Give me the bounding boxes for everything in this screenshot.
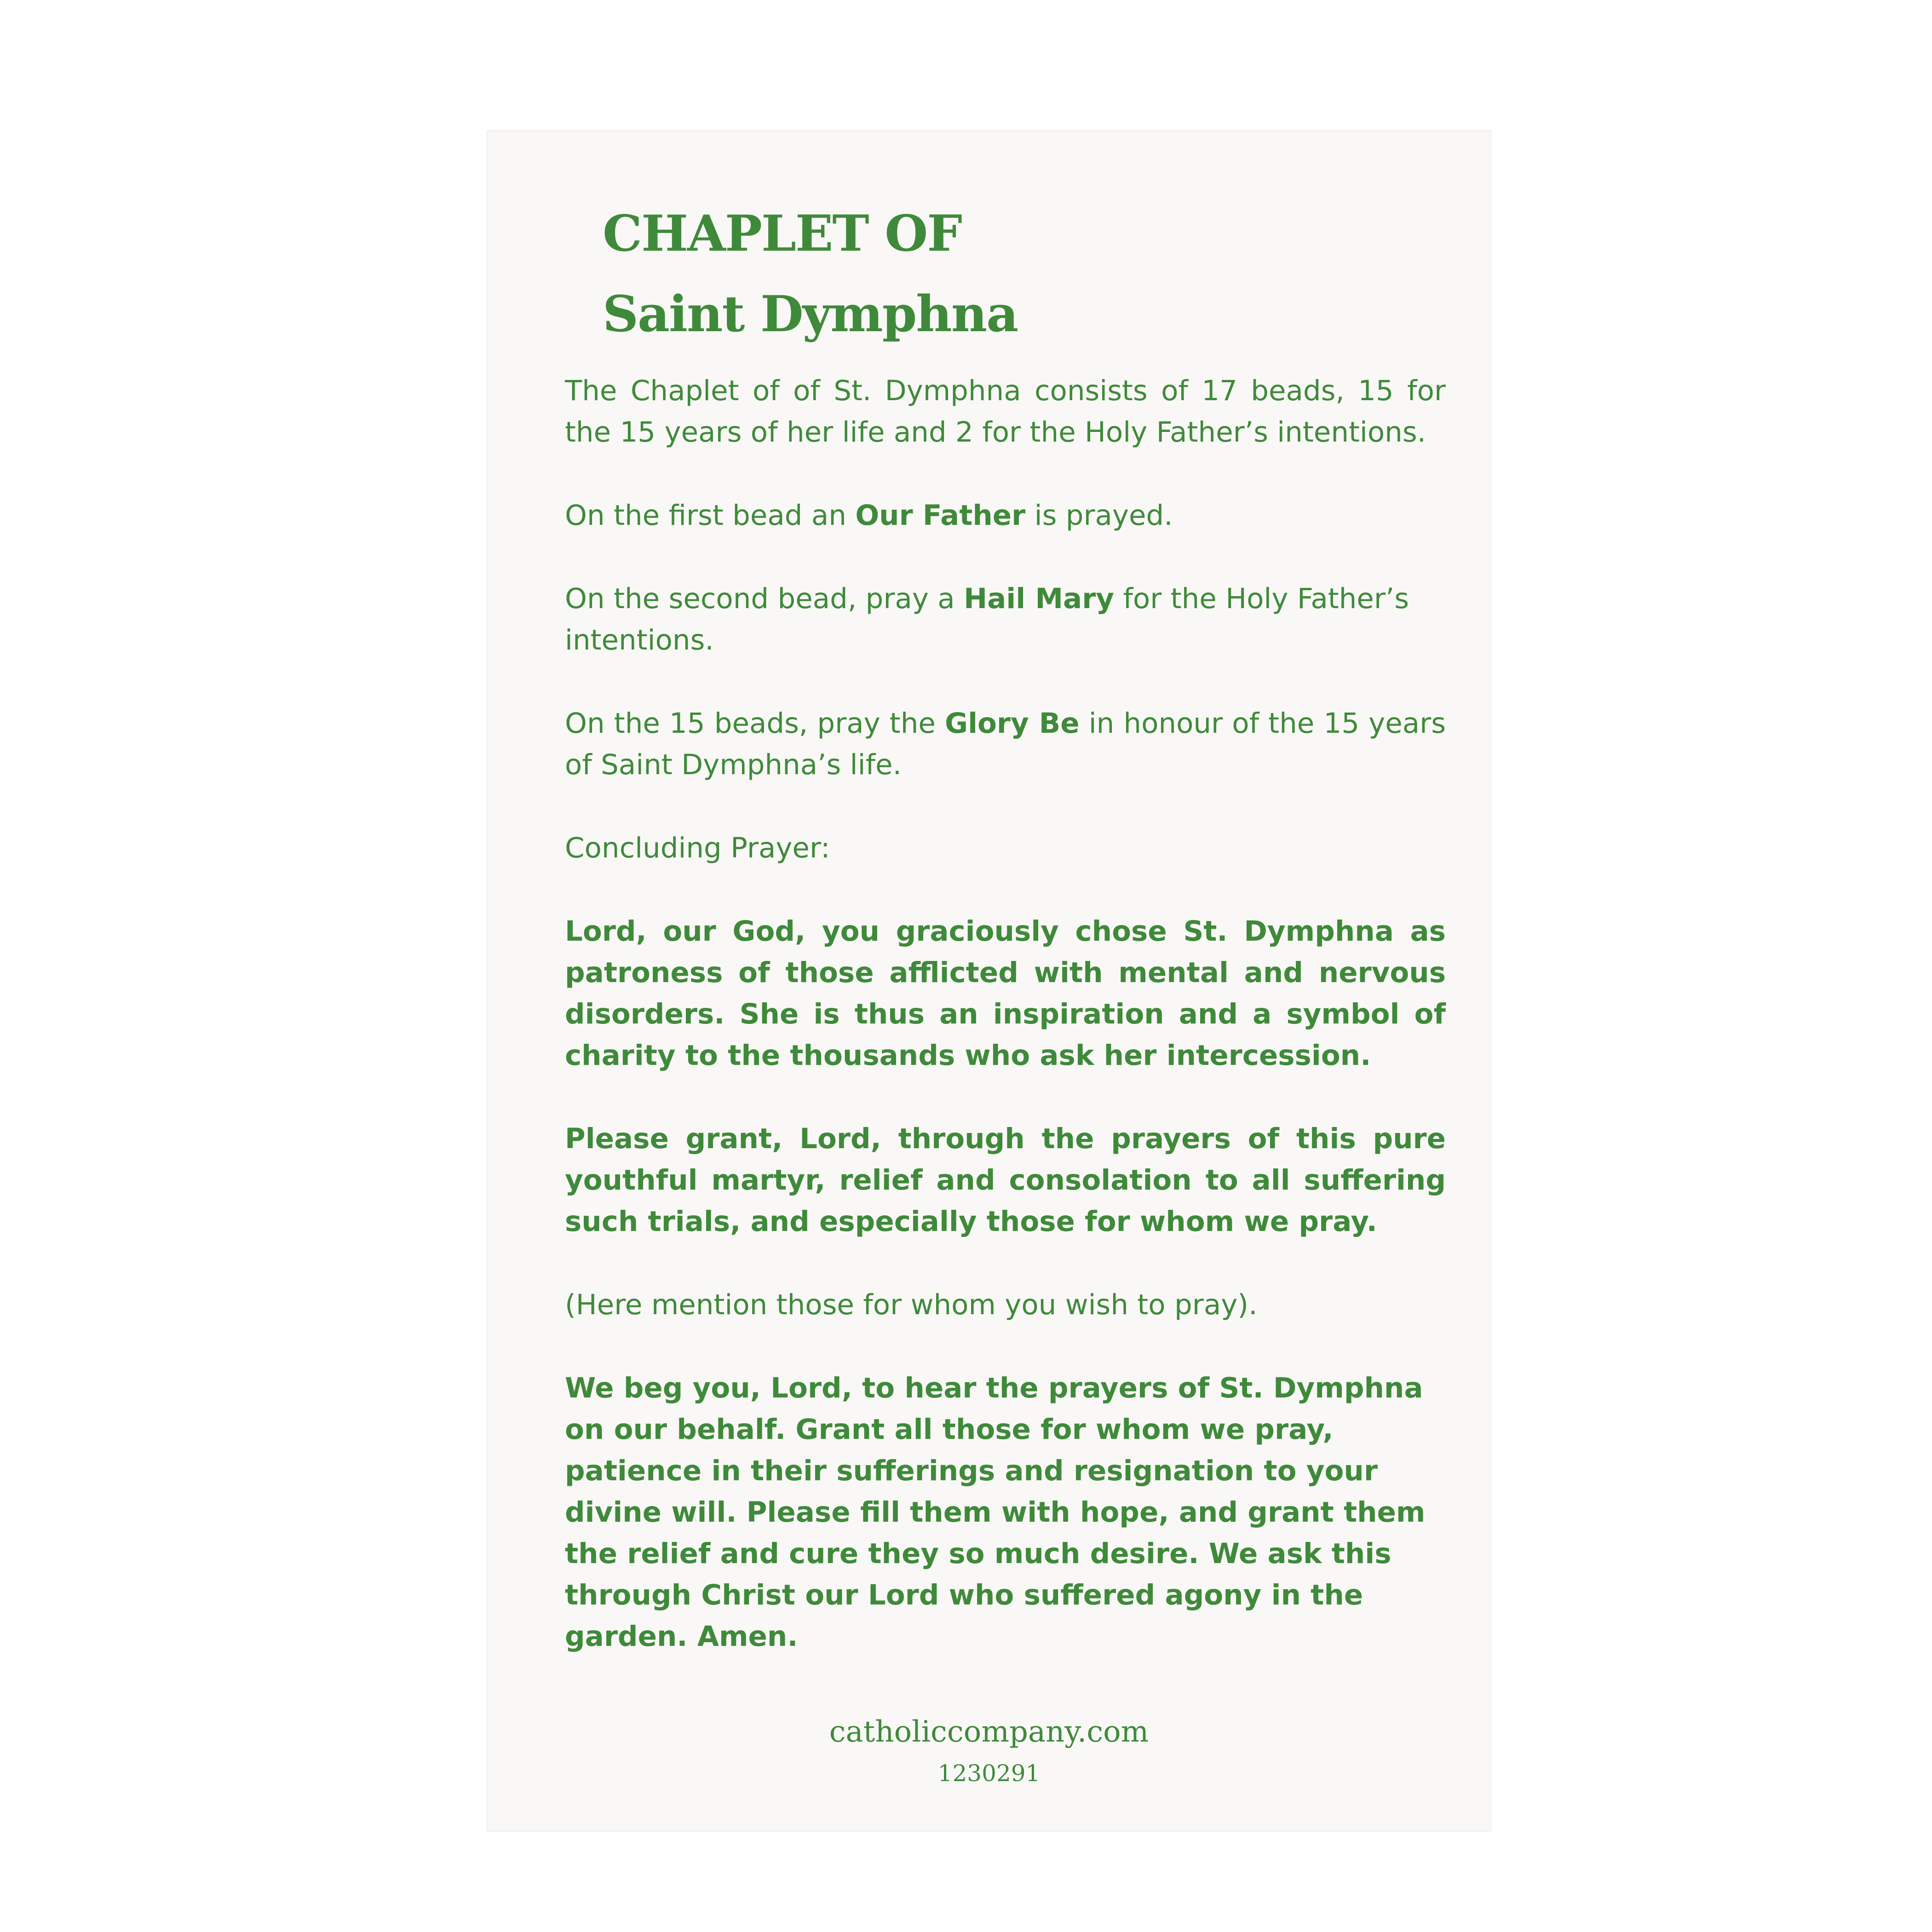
product-code: 1230291 bbox=[937, 1760, 1041, 1787]
title-line-1: CHAPLET OF bbox=[603, 205, 961, 263]
step-2-paragraph bbox=[565, 578, 1446, 661]
prayer-paragraph-3: We beg you, Lord, to hear the prayers of St. Dymphna on our behalf. Grant all those for whom we pray, patience in their sufferings and resignation to your divine will. Please fill them with hope, and grant them the relief and cure they so much desire. We ask this through Christ our Lord who suffered agony in the garden. Amen. bbox=[565, 1372, 1426, 1653]
concluding-prayer-label: Concluding Prayer: bbox=[565, 832, 830, 864]
step-1-text-after: is prayed. bbox=[1025, 499, 1173, 532]
step-1-paragraph bbox=[565, 495, 1446, 536]
title-line-2: Saint Dymphna bbox=[603, 285, 1018, 343]
step-2-text-after: for the Holy Father’s intentions. bbox=[565, 582, 1409, 656]
step-2-text-before: On the second bead, pray a bbox=[565, 582, 964, 615]
step-3-prayer-name: Glory Be bbox=[945, 707, 1080, 740]
step-3-paragraph bbox=[565, 703, 1446, 786]
prayer-paragraph-1: Lord, our God, you graciously chose St. Dymphna as patroness of those afflicted with mental and nervous disorders. She is thus an inspiration and a symbol of charity to the thousands who ask her intercession. bbox=[565, 915, 1446, 1072]
prayer-paragraph-2: Please grant, Lord, through the prayers of this pure youthful martyr, relief and consolation to all suffering such trials, and especially those for whom we pray. bbox=[565, 1122, 1446, 1238]
intro-paragraph: The Chaplet of of St. Dymphna consists of 17 beads, 15 for the 15 years of her life and 2 for the Holy Father’s intentions. bbox=[565, 374, 1446, 448]
step-3-text-after: in honour of the 15 years of Saint Dymphna’s life. bbox=[565, 707, 1446, 781]
step-1-text-before: On the first bead an bbox=[565, 499, 856, 532]
website-text: catholiccompany.com bbox=[829, 1715, 1149, 1749]
step-1-prayer-name: Our Father bbox=[855, 499, 1026, 532]
intercession-instruction: (Here mention those for whom you wish to pray). bbox=[565, 1288, 1258, 1321]
step-2-prayer-name: Hail Mary bbox=[964, 582, 1115, 615]
step-3-text-before: On the 15 beads, pray the bbox=[565, 707, 945, 740]
prayer-card bbox=[488, 131, 1490, 1831]
card-body bbox=[565, 370, 1446, 1699]
